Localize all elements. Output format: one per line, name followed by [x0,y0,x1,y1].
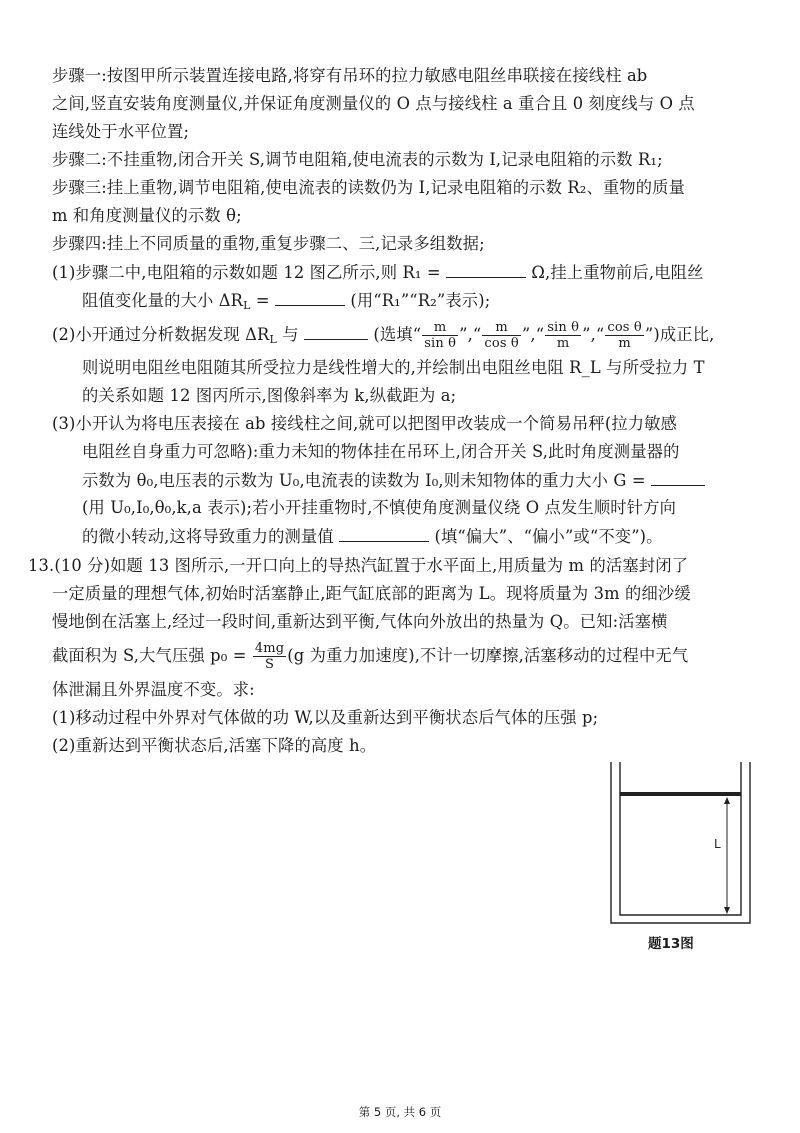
q2-subscript: L [269,333,277,346]
cylinder-outer-wall [611,762,750,923]
p13-line4 [52,641,688,672]
figure-caption: 题13图 [648,936,694,952]
q1-text-pre: (1)步骤二中,电阻箱的示数如题 12 图乙所示,则 R₁ = [52,263,441,282]
p13-sub1: (1)移动过程中外界对气体做的功 W,以及重新达到平衡状态后气体的压强 p; [52,708,599,727]
step1-line2: 之间,竖直安装角度测量仪,并保证角度测量仪的 O 点与接线柱 a 重合且 0 刻度线与 O 点 [52,94,695,113]
p13-line3: 慢地倒在活塞上,经过一段时间,重新达到平衡,气体向外放出的热量为 Q。已知:活塞横 [52,612,668,631]
fraction-sin-over-m: $\frac{\text{sin θ}}{m}$ [547,320,580,351]
arrow-head-up-icon [724,797,730,804]
answer-blank-gravity[interactable] [651,470,705,486]
q2-option-open: (选填“ [373,325,422,344]
answer-blank-bias[interactable] [339,526,429,542]
p13-line2: 一定质量的理想气体,初始时活塞静止,距气缸底部的距离为 L。现将质量为 3m 的细沙缓 [52,584,691,603]
q2-option-sep-3: ”,“ [582,325,605,344]
q1b-subscript: L [243,299,251,312]
q2-line3: 的关系如题 12 图丙所示,图像斜率为 k,纵截距为 a; [82,386,457,405]
q2-option-close: ”)成正比, [644,325,715,344]
page-number-footer: 第 5 页, 共 6 页 [358,1105,442,1119]
q2-text-mid: 与 [276,325,299,344]
piston [620,792,741,796]
q3c-text: 示数为 θ₀,电压表的示数为 U₀,电流表的读数为 I₀,则未知物体的重力大小 G = [82,471,646,490]
step1-line1: 步骤一:按图甲所示装置连接电路,将穿有吊环的拉力敏感电阻丝串联接在接线柱 ab [52,66,648,85]
fraction-4mg-over-s: $\frac{4mg}{S}$ [254,641,285,672]
p13-sub2: (2)重新达到平衡状态后,活塞下降的高度 h。 [52,736,377,755]
q3-line3 [82,470,705,491]
q3e-text-pre: 的微小转动,这将导致重力的测量值 [82,527,334,546]
step2-line: 步骤二:不挂重物,闭合开关 S,调节电阻箱,使电流表的示数为 I,记录电阻箱的示数 R₁; [52,150,663,169]
answer-blank-delta-r[interactable] [275,290,345,306]
q1-text-post: Ω,挂上重物前后,电阻丝 [531,263,704,282]
q2-line2: 则说明电阻丝电阻随其所受拉力是线性增大的,并绘制出电阻丝电阻 R_L 与所受拉力 T [82,358,705,377]
cylinder-inner-wall [620,762,741,915]
fraction-cos-over-m: $\frac{\text{cos θ}}{m}$ [607,320,642,351]
q1-line1 [52,262,704,283]
p13-line1: 13.(10 分)如题 13 图所示,一开口向上的导热汽缸置于水平面上,用质量为 m 的活塞封闭了 [28,556,689,575]
q1b-text-mid: = [250,291,270,310]
q1b-text-pre: 阻值变化量的大小 ΔR [82,291,244,310]
q3e-text-post: (填“偏大”、“偏小”或“不变”)。 [434,527,663,546]
q3-line4: (用 U₀,I₀,θ₀,k,a 表示);若小开挂重物时,不慎使角度测量仪绕 O 点发生顺时针方向 [82,498,677,517]
p13-line5: 体泄漏且外界温度不变。求: [52,680,255,699]
height-label: L [714,837,721,851]
p13d-text-pre: 截面积为 S,大气压强 p₀ = [52,646,247,665]
step3-line2: m 和角度测量仪的示数 θ; [52,206,242,225]
q2-line1 [52,320,715,351]
q1b-text-post: (用“R₁”“R₂”表示); [350,291,491,310]
fraction-m-over-cos: $\frac{m}{\text{cos θ}}$ [484,320,519,351]
q3-line5 [82,526,663,547]
q3-line2: 电阻丝自身重力可忽略):重力未知的物体挂在吊环上,闭合开关 S,此时角度测量器的 [82,442,680,461]
q2-option-sep-1: ”,“ [459,325,482,344]
arrow-head-down-icon [724,907,730,914]
step4-line: 步骤四:挂上不同质量的重物,重复步骤二、三,记录多组数据; [52,234,485,253]
q2-text-pre: (2)小开通过分析数据发现 ΔR [52,325,270,344]
answer-blank-r1[interactable] [446,262,526,278]
q1-line2 [82,290,490,311]
step3-line1: 步骤三:挂上重物,调节电阻箱,使电流表的读数仍为 I,记录电阻箱的示数 R₂、重物的质量 [52,178,686,197]
q3-line1: (3)小开认为将电压表接在 ab 接线柱之间,就可以把图甲改装成一个简易吊秤(拉力敏感 [52,414,678,433]
step1-line3: 连线处于水平位置; [52,122,190,141]
fraction-m-over-sin: $\frac{m}{\text{sin θ}}$ [424,320,457,351]
q2-option-sep-2: ”,“ [521,325,545,344]
p13d-text-post: (g 为重力加速度),不计一切摩擦,活塞移动的过程中无气 [287,646,689,665]
cylinder-diagram [608,760,758,925]
answer-blank-proportional[interactable] [304,324,368,340]
